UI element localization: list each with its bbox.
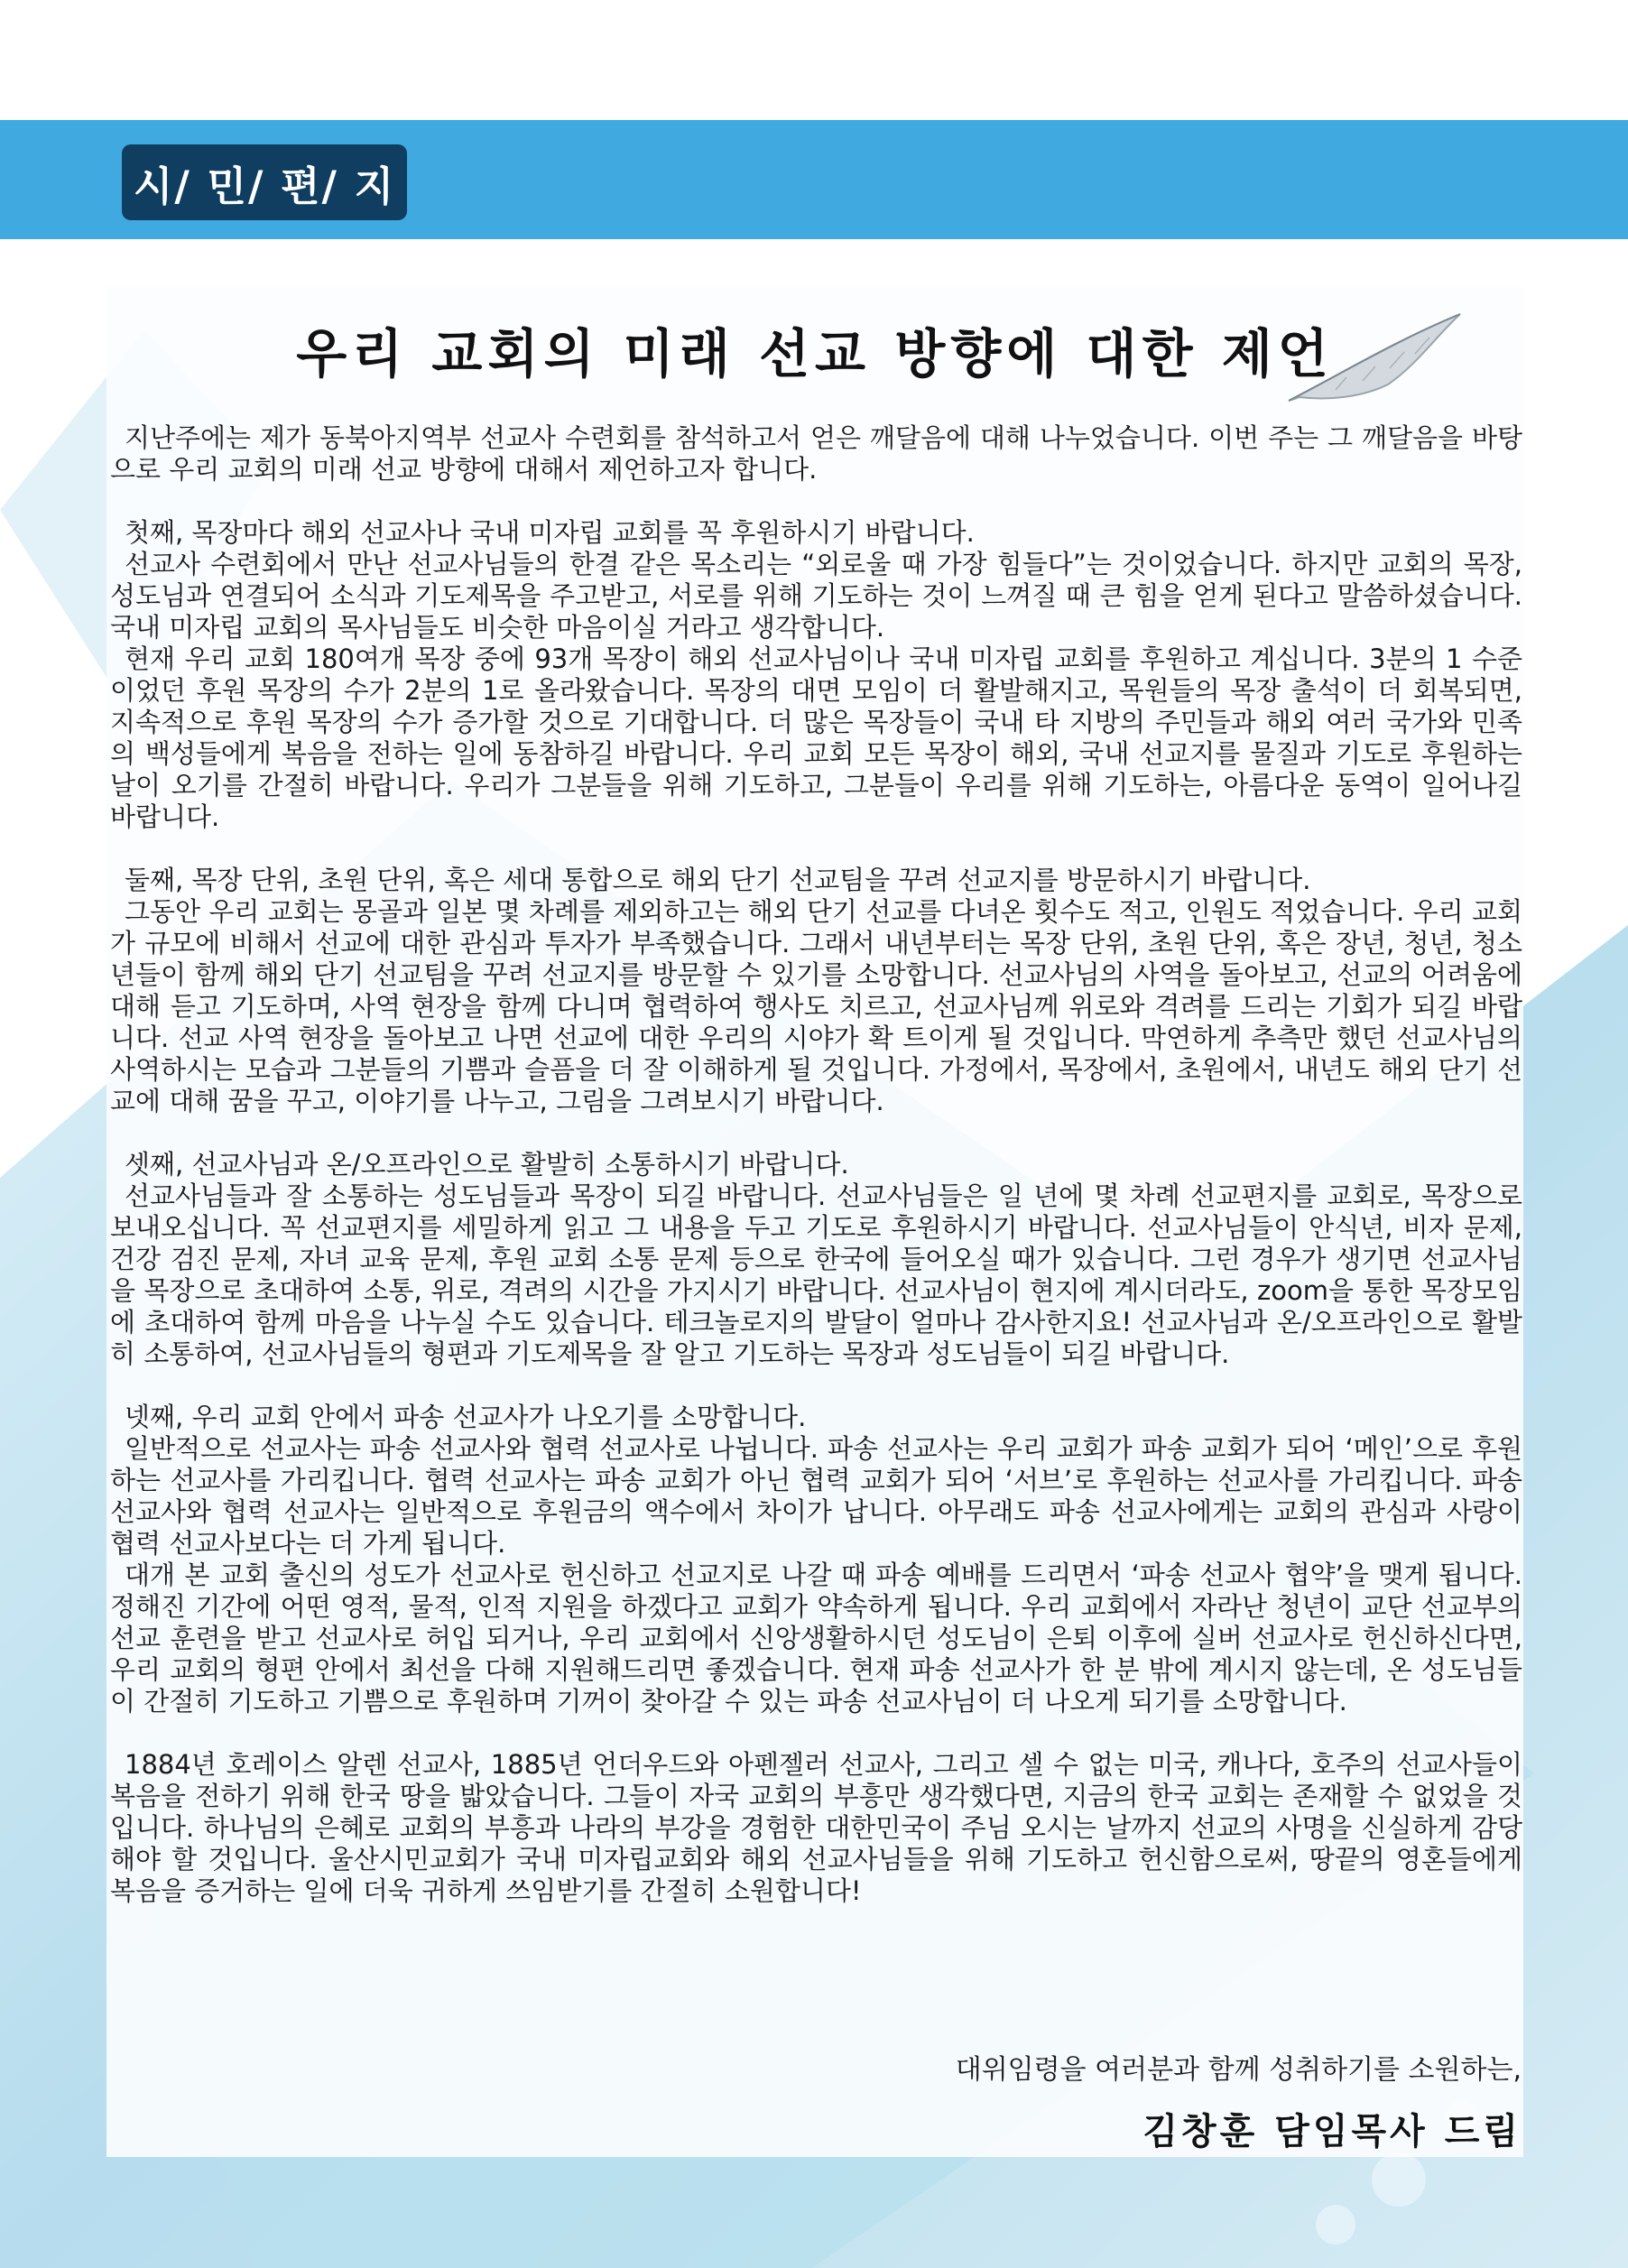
article-body <box>110 422 1522 1907</box>
closing-line: 대위임령을 여러분과 함께 성취하기를 소원하는, <box>955 2054 1522 2086</box>
section-heading: 둘째, 목장 단위, 초원 단위, 혹은 세대 통합으로 해외 단기 선교팀을 꾸려 선교지를 방문하시기 바랍니다. <box>125 865 1311 895</box>
feather-icon <box>1281 307 1466 406</box>
body-paragraph: 그동안 우리 교회는 몽골과 일본 몇 차례를 제외하고는 해외 단기 선교를 다녀온 횟수도 적고, 인원도 적었습니다. 우리 교회가 규모에 비해서 선교에 대한 관심과 투자가 부족했습니다. 그래서 내년부터는 목장 단위, 초원 단위, 혹은 장년, 청년, 청소년들이 함께 해외 단기 선교팀을 꾸려 선교지를 방문할 수 있기를 소망합니다. 선교사님의 사역을 돌아보고, 선교의 어려움에 대해 듣고 기도하며, 사역 현장을 함께 다니며 협력하여 행사도 치르고, 선교사님께 위로와 격려를 드리는 기회가 되길 바랍니다. 선교 사역 현장을 돌아보고 나면 선교에 대한 우리의 시야가 확 트이게 될 것입니다. 막연하게 추측만 했던 선교사님의 사역하시는 모습과 그분들의 기쁨과 슬픔을 더 잘 이해하게 될 것입니다. 가정에서, 목장에서, 초원에서, 내년도 해외 단기 선교에 대해 꿈을 꾸고, 이야기를 나누고, 그림을 그려보시기 바랍니다. <box>110 896 1522 1116</box>
conclusion-paragraph: 1884년 호레이스 알렌 선교사, 1885년 언더우드와 아펜젤러 선교사, 그리고 셀 수 없는 미국, 캐나다, 호주의 선교사들이 복음을 전하기 위해 한국 땅을 밟았습니다. 그들이 자국 교회의 부흥만 생각했다면, 지금의 한국 교회는 존재할 수 없었을 것입니다. 하나님의 은혜로 교회의 부흥과 나라의 부강을 경험한 대한민국이 주님 오시는 날까지 선교의 사명을 신실하게 감당해야 할 것입니다. 울산시민교회가 국내 미자립교회와 해외 선교사님들을 위해 기도하고 헌신함으로써, 땅끝의 영혼들에게 복음을 증거하는 일에 더욱 귀하게 쓰임받기를 간절히 소원합니다! <box>110 1749 1522 1906</box>
body-paragraph: 일반적으로 선교사는 파송 선교사와 협력 선교사로 나뉩니다. 파송 선교사는 우리 교회가 파송 교회가 되어 ‘메인’으로 후원하는 선교사를 가리킵니다. 협력 선교사는 파송 교회가 아닌 협력 교회가 되어 ‘서브’로 후원하는 선교사를 가리킵니다. 파송 선교사와 협력 선교사는 일반적으로 후원금의 액수에서 차이가 납니다. 아무래도 파송 선교사에게는 교회의 관심과 사랑이 협력 선교사보다는 더 가게 됩니다. <box>110 1433 1522 1559</box>
body-paragraph: 선교사님들과 잘 소통하는 성도님들과 목장이 되길 바랍니다. 선교사님들은 일 년에 몇 차례 선교편지를 교회로, 목장으로 보내오십니다. 꼭 선교편지를 세밀하게 읽고 그 내용을 두고 기도로 후원하시기 바랍니다. 선교사님들이 안식년, 비자 문제, 건강 검진 문제, 자녀 교육 문제, 후원 교회 소통 문제 등으로 한국에 들어오실 때가 있습니다. 그런 경우가 생기면 선교사님을 목장으로 초대하여 소통, 위로, 격려의 시간을 가지시기 바랍니다. 선교사님이 현지에 계시더라도, zoom을 통한 목장모임에 초대하여 함께 마음을 나누실 수도 있습니다. 테크놀로지의 발달이 얼마나 감사한지요! 선교사님과 온/오프라인으로 활발히 소통하여, 선교사님들의 형편과 기도제목을 잘 알고 기도하는 목장과 성도님들이 되길 바랍니다. <box>110 1180 1522 1369</box>
body-paragraph: 선교사 수련회에서 만난 선교사님들의 한결 같은 목소리는 “외로울 때 가장 힘들다”는 것이었습니다. 하지만 교회의 목장, 성도님과 연결되어 소식과 기도제목을 주고받고, 서로를 위해 기도하는 것이 느껴질 때 큰 힘을 얻게 된다고 말씀하셨습니다. 국내 미자립 교회의 목사님들도 비슷한 마음이실 거라고 생각합니다. <box>110 549 1522 643</box>
body-paragraph: 대개 본 교회 출신의 성도가 선교사로 헌신하고 선교지로 나갈 때 파송 예배를 드리면서 ‘파송 선교사 협약’을 맺게 됩니다. 정해진 기간에 어떤 영적, 물적, 인적 지원을 하겠다고 교회가 약속하게 됩니다. 우리 교회에서 자라난 청년이 교단 선교부의 선교 훈련을 받고 선교사로 허입 되거나, 우리 교회에서 신앙생활하시던 성도님이 은퇴 이후에 실버 선교사로 헌신하신다면, 우리 교회의 형편 안에서 최선을 다해 지원해드리면 좋겠습니다. 현재 파송 선교사가 한 분 밖에 계시지 않는데, 온 성도님들이 간절히 기도하고 기쁨으로 후원하며 기꺼이 찾아갈 수 있는 파송 선교사님이 더 나오게 되기를 소망합니다. <box>110 1560 1522 1717</box>
section-heading: 넷째, 우리 교회 안에서 파송 선교사가 나오기를 소망합니다. <box>125 1402 807 1432</box>
article-title: 우리 교회의 미래 선교 방향에 대한 제언 <box>296 323 1334 384</box>
section-heading: 첫째, 목장마다 해외 선교사나 국내 미자립 교회를 꼭 후원하시기 바랍니다. <box>125 517 975 548</box>
section-heading: 셋째, 선교사님과 온/오프라인으로 활발히 소통하시기 바랍니다. <box>125 1149 849 1180</box>
section-tag: 시/ 민/ 편/ 지 <box>122 144 407 220</box>
body-paragraph: 현재 우리 교회 180여개 목장 중에 93개 목장이 해외 선교사님이나 국내 미자립 교회를 후원하고 계십니다. 3분의 1 수준이었던 후원 목장의 수가 2분의 1로 올라왔습니다. 목장의 대면 모임이 더 활발해지고, 목원들의 목장 출석이 더 회복되면, 지속적으로 후원 목장의 수가 증가할 것으로 기대합니다. 더 많은 목장들이 국내 타 지방의 주민들과 해외 여러 국가와 민족의 백성들에게 복음을 전하는 일에 동참하길 바랍니다. 우리 교회 모든 목장이 해외, 국내 선교지를 물질과 기도로 후원하는 날이 오기를 간절히 바랍니다. 우리가 그분들을 위해 기도하고, 그분들이 우리를 위해 기도하는, 아름다운 동역이 일어나길 바랍니다. <box>110 643 1522 832</box>
signature: 김창훈 담임목사 드림 <box>1142 2111 1522 2152</box>
intro-paragraph: 지난주에는 제가 동북아지역부 선교사 수련회를 참석하고서 얻은 깨달음에 대해 나누었습니다. 이번 주는 그 깨달음을 바탕으로 우리 교회의 미래 선교 방향에 대해서 제언하고자 합니다. <box>110 422 1522 485</box>
